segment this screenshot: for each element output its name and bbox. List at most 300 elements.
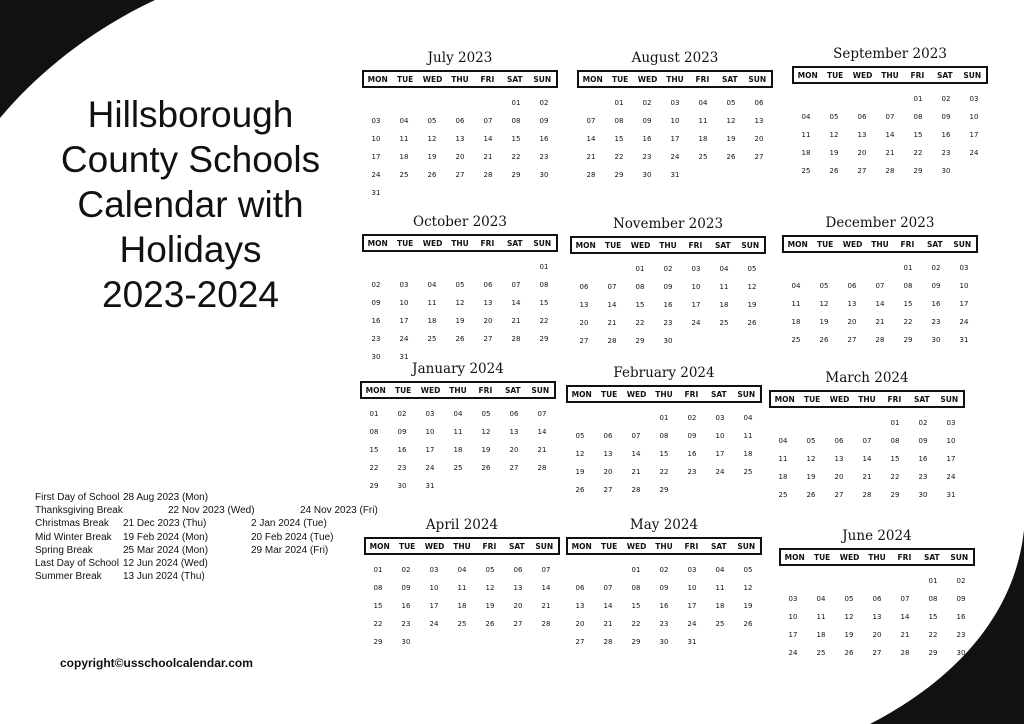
day-cell: 17	[715, 450, 725, 458]
day-cell: 18	[427, 317, 437, 325]
weekday-label: THU	[871, 239, 889, 249]
day-cell: 09	[918, 437, 928, 445]
day-cell: 28	[541, 620, 551, 628]
day-cell: 01	[635, 265, 645, 273]
day-cell: 21	[511, 317, 521, 325]
day-cell: 08	[631, 584, 641, 592]
month-title: February 2024	[613, 365, 715, 381]
day-cell: 15	[913, 131, 923, 139]
day-cell: 17	[670, 135, 680, 143]
day-cell: 04	[399, 117, 409, 125]
day-cell: 06	[483, 281, 493, 289]
day-cell: 22	[659, 468, 669, 476]
day-cell: 15	[631, 602, 641, 610]
title-line: Calendar with	[77, 184, 304, 225]
empty-cell	[577, 94, 605, 112]
weekday-header	[779, 548, 975, 566]
day-cell: 11	[816, 613, 826, 621]
month-title: August 2023	[631, 50, 719, 66]
title-line: County Schools	[60, 139, 321, 180]
day-cell: 17	[425, 446, 435, 454]
day-cell: 24	[429, 620, 439, 628]
day-cell: 10	[399, 299, 409, 307]
day-cell: 21	[607, 319, 617, 327]
day-cell: 22	[903, 318, 913, 326]
day-cell: 24	[946, 473, 956, 481]
day-cell: 31	[371, 189, 381, 197]
day-cell: 26	[844, 649, 854, 657]
day-cell: 03	[429, 566, 439, 574]
day-cell: 14	[862, 455, 872, 463]
month-title: October 2023	[413, 214, 507, 230]
weekday-label: MON	[571, 389, 592, 399]
day-cell: 05	[575, 432, 585, 440]
day-cell: 01	[539, 263, 549, 271]
day-cell: 25	[719, 319, 729, 327]
empty-cell	[853, 414, 881, 432]
day-cell: 08	[614, 117, 624, 125]
day-cell: 09	[687, 432, 697, 440]
day-cell: 07	[483, 117, 493, 125]
day-cell: 15	[659, 450, 669, 458]
day-cell: 02	[401, 566, 411, 574]
day-cell: 10	[425, 428, 435, 436]
day-cell: 23	[687, 468, 697, 476]
day-cell: 10	[969, 113, 979, 121]
day-cell: 04	[778, 437, 788, 445]
weekday-header	[362, 70, 558, 88]
day-cell: 07	[631, 432, 641, 440]
day-cell: 12	[455, 299, 465, 307]
month-calendar	[782, 214, 978, 349]
day-cell: 24	[670, 153, 680, 161]
day-cell: 15	[928, 613, 938, 621]
weekday-label: FRI	[480, 74, 495, 84]
day-cell: 24	[399, 335, 409, 343]
day-cell: 18	[698, 135, 708, 143]
day-cell: 20	[455, 153, 465, 161]
weekday-label: WED	[626, 389, 647, 399]
weekday-label: FRI	[482, 541, 497, 551]
weekday-label: THU	[666, 74, 684, 84]
day-cell: 26	[747, 319, 757, 327]
day-cell: 07	[537, 410, 547, 418]
day-cell: 29	[913, 167, 923, 175]
day-cell: 29	[631, 638, 641, 646]
day-cell: 09	[663, 283, 673, 291]
weekday-label: SUN	[737, 541, 756, 551]
day-cell: 05	[726, 99, 736, 107]
weekday-header	[769, 390, 965, 408]
day-cell: 12	[427, 135, 437, 143]
day-cell: 31	[959, 336, 969, 344]
day-cell: 01	[903, 264, 913, 272]
day-cell: 23	[642, 153, 652, 161]
day-cell: 01	[373, 566, 383, 574]
day-cell: 20	[513, 602, 523, 610]
day-cell: 19	[819, 318, 829, 326]
weekday-header	[577, 70, 773, 88]
day-cell: 27	[872, 649, 882, 657]
weekday-label: SAT	[714, 240, 731, 250]
day-cell: 02	[941, 95, 951, 103]
weekday-header	[360, 381, 556, 399]
empty-cell	[362, 258, 390, 276]
event-start: 12 Jun 2024 (Wed)	[123, 557, 208, 569]
day-cell: 30	[918, 491, 928, 499]
month-title: January 2024	[412, 361, 504, 377]
day-cell: 13	[872, 613, 882, 621]
day-cell: 14	[885, 131, 895, 139]
day-cell: 14	[875, 300, 885, 308]
day-cell: 31	[670, 171, 680, 179]
day-cell: 01	[369, 410, 379, 418]
day-cell: 18	[453, 446, 463, 454]
day-cell: 07	[541, 566, 551, 574]
weekday-header	[792, 66, 988, 84]
day-cell: 02	[659, 566, 669, 574]
day-cell: 31	[399, 353, 409, 361]
day-cell: 21	[483, 153, 493, 161]
day-cell: 19	[829, 149, 839, 157]
day-cell: 02	[397, 410, 407, 418]
empty-cell	[825, 414, 853, 432]
weekday-label: SAT	[506, 238, 523, 248]
weekday-label: MON	[774, 394, 795, 404]
weekday-label: WED	[420, 385, 441, 395]
day-cell: 02	[371, 281, 381, 289]
page-title	[38, 92, 343, 317]
weekday-label: WED	[842, 239, 863, 249]
day-cell: 30	[659, 638, 669, 646]
day-cell: 16	[931, 300, 941, 308]
day-cell: 28	[900, 649, 910, 657]
day-cell: 20	[857, 149, 867, 157]
day-cell: 10	[959, 282, 969, 290]
day-cell: 12	[743, 584, 753, 592]
weekday-label: WED	[839, 552, 860, 562]
day-cell: 20	[872, 631, 882, 639]
day-cell: 16	[539, 135, 549, 143]
day-cell: 23	[956, 631, 966, 639]
day-cell: 02	[687, 414, 697, 422]
day-cell: 27	[834, 491, 844, 499]
empty-cell	[866, 259, 894, 277]
day-cell: 27	[847, 336, 857, 344]
day-cell: 22	[539, 317, 549, 325]
event-end: 20 Feb 2024 (Tue)	[251, 531, 334, 543]
day-cell: 23	[539, 153, 549, 161]
day-cell: 23	[663, 319, 673, 327]
event-start: 28 Aug 2023 (Mon)	[123, 492, 209, 503]
event-start: 13 Jun 2024 (Thu)	[123, 571, 205, 583]
event-name: Summer Break	[35, 571, 102, 583]
day-cell: 19	[806, 473, 816, 481]
day-cell: 23	[401, 620, 411, 628]
day-cell: 28	[483, 171, 493, 179]
weekday-label: SAT	[721, 74, 738, 84]
day-cell: 09	[371, 299, 381, 307]
day-grid	[362, 258, 558, 366]
day-cell: 07	[586, 117, 596, 125]
weekday-label: MON	[784, 552, 805, 562]
day-cell: 01	[890, 419, 900, 427]
day-grid	[566, 561, 762, 651]
day-cell: 11	[778, 455, 788, 463]
empty-cell	[594, 409, 622, 427]
day-cell: 14	[511, 299, 521, 307]
weekday-label: THU	[449, 385, 467, 395]
day-cell: 18	[715, 602, 725, 610]
day-cell: 10	[429, 584, 439, 592]
day-cell: 25	[453, 464, 463, 472]
day-cell: 12	[575, 450, 585, 458]
month-title: July 2023	[427, 50, 493, 66]
day-cell: 27	[509, 464, 519, 472]
month-calendar	[570, 215, 766, 350]
weekday-label: TUE	[398, 541, 416, 551]
weekday-label: SAT	[936, 70, 953, 80]
day-cell: 10	[715, 432, 725, 440]
day-cell: 07	[511, 281, 521, 289]
weekday-label: THU	[655, 541, 673, 551]
weekday-label: MON	[369, 541, 390, 551]
empty-cell	[792, 90, 820, 108]
day-cell: 25	[399, 171, 409, 179]
day-cell: 12	[819, 300, 829, 308]
day-cell: 14	[483, 135, 493, 143]
day-cell: 13	[754, 117, 764, 125]
day-cell: 15	[373, 602, 383, 610]
day-cell: 24	[687, 620, 697, 628]
empty-cell	[418, 94, 446, 112]
day-cell: 20	[509, 446, 519, 454]
day-cell: 21	[603, 620, 613, 628]
month-calendar	[566, 516, 762, 651]
event-end: 29 Mar 2024 (Fri)	[251, 544, 329, 556]
weekday-header	[362, 234, 558, 252]
day-cell: 19	[575, 468, 585, 476]
day-grid	[364, 561, 560, 651]
day-grid	[779, 572, 975, 662]
day-cell: 15	[539, 299, 549, 307]
weekday-header	[566, 385, 762, 403]
day-cell: 25	[457, 620, 467, 628]
day-cell: 17	[429, 602, 439, 610]
day-cell: 18	[399, 153, 409, 161]
day-cell: 13	[575, 602, 585, 610]
weekday-label: WED	[637, 74, 658, 84]
weekday-label: THU	[868, 552, 886, 562]
day-cell: 10	[788, 613, 798, 621]
month-calendar	[577, 49, 773, 184]
day-cell: 26	[455, 335, 465, 343]
day-cell: 14	[900, 613, 910, 621]
day-cell: 05	[747, 265, 757, 273]
day-cell: 22	[614, 153, 624, 161]
day-cell: 11	[427, 299, 437, 307]
title-line: Hillsborough	[87, 94, 294, 135]
day-cell: 16	[918, 455, 928, 463]
day-cell: 23	[397, 464, 407, 472]
day-cell: 09	[956, 595, 966, 603]
day-cell: 17	[969, 131, 979, 139]
day-cell: 02	[931, 264, 941, 272]
weekday-label: SAT	[710, 389, 727, 399]
day-cell: 04	[791, 282, 801, 290]
empty-cell	[570, 260, 598, 278]
day-cell: 08	[511, 117, 521, 125]
empty-cell	[594, 561, 622, 579]
empty-cell	[782, 259, 810, 277]
day-cell: 25	[778, 491, 788, 499]
day-cell: 16	[397, 446, 407, 454]
day-cell: 06	[579, 283, 589, 291]
day-cell: 07	[607, 283, 617, 291]
weekday-label: SUN	[535, 541, 554, 551]
weekday-label: TUE	[396, 238, 414, 248]
weekday-label: MON	[571, 541, 592, 551]
day-cell: 01	[659, 414, 669, 422]
weekday-label: THU	[451, 74, 469, 84]
day-cell: 22	[635, 319, 645, 327]
day-cell: 03	[670, 99, 680, 107]
day-cell: 27	[857, 167, 867, 175]
day-cell: 07	[862, 437, 872, 445]
day-cell: 09	[401, 584, 411, 592]
month-title: June 2024	[842, 528, 912, 544]
day-cell: 30	[397, 482, 407, 490]
day-cell: 28	[631, 486, 641, 494]
day-cell: 20	[603, 468, 613, 476]
day-cell: 01	[913, 95, 923, 103]
empty-cell	[390, 94, 418, 112]
day-cell: 13	[509, 428, 519, 436]
day-cell: 07	[900, 595, 910, 603]
day-cell: 26	[819, 336, 829, 344]
day-cell: 15	[903, 300, 913, 308]
day-cell: 22	[369, 464, 379, 472]
day-cell: 15	[890, 455, 900, 463]
day-cell: 20	[834, 473, 844, 481]
day-cell: 01	[511, 99, 521, 107]
event-name: Thanksgiving Break	[35, 505, 123, 517]
day-cell: 09	[659, 584, 669, 592]
day-cell: 08	[903, 282, 913, 290]
day-cell: 09	[642, 117, 652, 125]
day-cell: 23	[931, 318, 941, 326]
day-cell: 21	[631, 468, 641, 476]
day-cell: 03	[959, 264, 969, 272]
weekday-label: SUN	[533, 238, 552, 248]
weekday-header	[364, 537, 560, 555]
empty-cell	[810, 259, 838, 277]
day-cell: 04	[816, 595, 826, 603]
day-cell: 05	[481, 410, 491, 418]
empty-cell	[876, 90, 904, 108]
day-cell: 16	[663, 301, 673, 309]
day-cell: 08	[635, 283, 645, 291]
day-cell: 02	[918, 419, 928, 427]
month-calendar	[792, 45, 988, 180]
day-cell: 26	[806, 491, 816, 499]
day-cell: 10	[946, 437, 956, 445]
weekday-label: SAT	[710, 541, 727, 551]
day-cell: 08	[373, 584, 383, 592]
weekday-label: TUE	[394, 385, 412, 395]
day-cell: 04	[715, 566, 725, 574]
day-cell: 11	[801, 131, 811, 139]
day-cell: 28	[607, 337, 617, 345]
day-cell: 05	[829, 113, 839, 121]
day-cell: 20	[575, 620, 585, 628]
day-cell: 06	[847, 282, 857, 290]
day-cell: 25	[698, 153, 708, 161]
day-cell: 28	[875, 336, 885, 344]
day-cell: 20	[579, 319, 589, 327]
day-cell: 08	[890, 437, 900, 445]
day-cell: 21	[885, 149, 895, 157]
day-cell: 21	[541, 602, 551, 610]
day-cell: 31	[425, 482, 435, 490]
day-cell: 12	[806, 455, 816, 463]
day-grid	[570, 260, 766, 350]
day-cell: 03	[687, 566, 697, 574]
day-cell: 15	[614, 135, 624, 143]
event-name: First Day of School	[35, 492, 120, 503]
day-cell: 19	[726, 135, 736, 143]
day-cell: 12	[726, 117, 736, 125]
day-cell: 27	[513, 620, 523, 628]
weekday-label: SAT	[504, 385, 521, 395]
day-cell: 03	[969, 95, 979, 103]
day-cell: 14	[541, 584, 551, 592]
title-line: Holidays	[119, 229, 262, 270]
day-cell: 17	[687, 602, 697, 610]
weekday-label: WED	[422, 238, 443, 248]
day-cell: 14	[631, 450, 641, 458]
day-cell: 14	[603, 602, 613, 610]
month-title: December 2023	[825, 215, 935, 231]
day-cell: 18	[791, 318, 801, 326]
day-cell: 27	[455, 171, 465, 179]
weekday-label: FRI	[480, 238, 495, 248]
day-cell: 28	[537, 464, 547, 472]
day-cell: 28	[603, 638, 613, 646]
day-cell: 24	[788, 649, 798, 657]
month-calendar	[364, 516, 560, 651]
empty-cell	[797, 414, 825, 432]
month-title: November 2023	[612, 216, 724, 232]
empty-cell	[446, 94, 474, 112]
weekday-label: WED	[424, 541, 445, 551]
day-cell: 28	[862, 491, 872, 499]
day-cell: 14	[586, 135, 596, 143]
day-cell: 31	[946, 491, 956, 499]
day-cell: 10	[691, 283, 701, 291]
empty-cell	[779, 572, 807, 590]
weekday-label: FRI	[688, 240, 703, 250]
weekday-label: SUN	[748, 74, 767, 84]
day-cell: 21	[875, 318, 885, 326]
day-grid	[362, 94, 558, 202]
weekday-header	[570, 236, 766, 254]
empty-cell	[848, 90, 876, 108]
day-cell: 22	[373, 620, 383, 628]
day-cell: 08	[369, 428, 379, 436]
day-cell: 22	[890, 473, 900, 481]
weekday-label: THU	[451, 238, 469, 248]
